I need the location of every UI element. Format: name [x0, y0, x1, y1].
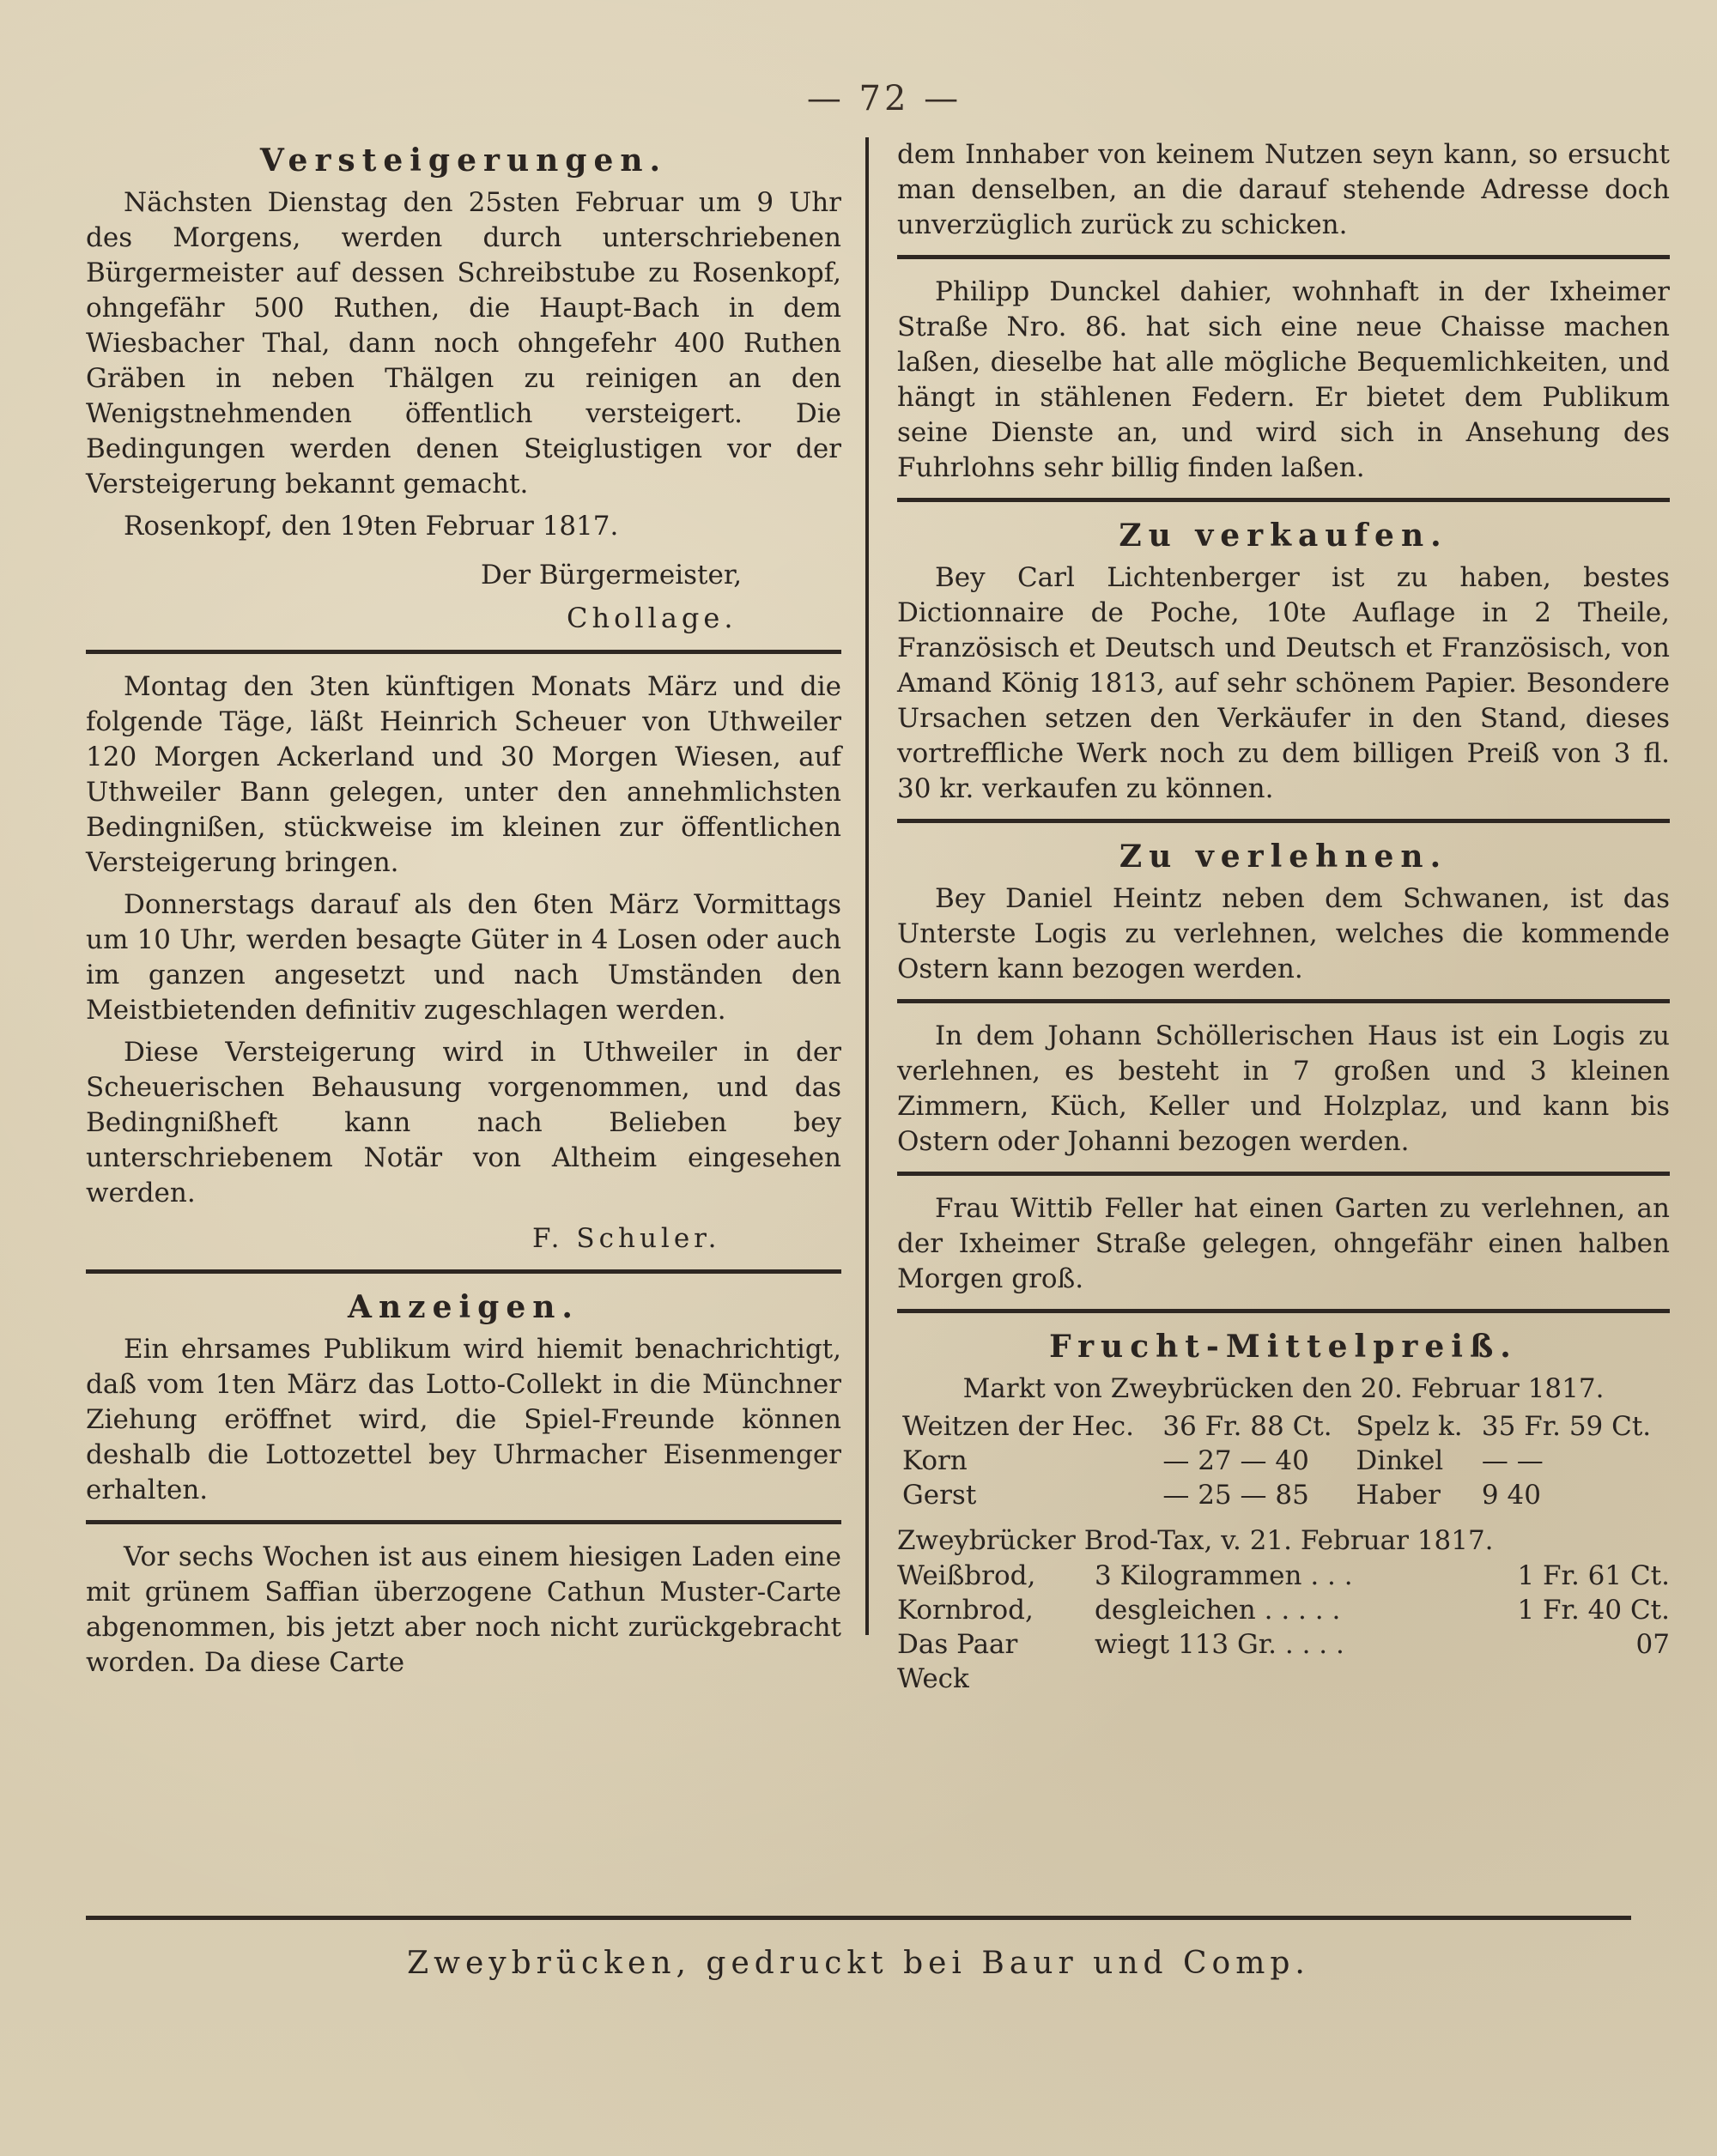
divider-rule [86, 1520, 841, 1524]
schoeller-notice-text: In dem Johann Schöllerischen Haus ist ein Logis zu verlehnen, es besteht in 7 großen und 3 kleinen Zimmern, Küch, Keller und Holzplaz, und kann bis Ostern oder Johanni bezogen werden. [897, 1020, 1670, 1157]
bread-price: 1 Fr. 61 Ct. [1517, 1560, 1670, 1591]
footer-rule [86, 1916, 1631, 1920]
bread-row [897, 1627, 1670, 1696]
heintz-notice-text: Bey Daniel Heintz neben dem Schwanen, ist das Unterste Logis zu verlehnen, welches die kommende Ostern kann bezogen werden. [897, 883, 1670, 984]
footer [86, 1916, 1631, 1981]
grain-price: — 25 — 85 [1162, 1480, 1309, 1511]
market-date: Markt von Zweybrücken den 20. Februar 1817. [962, 1373, 1605, 1404]
grain-name: Korn [902, 1445, 968, 1476]
bread-desc: wiegt 113 Gr. . . . . [1095, 1629, 1344, 1660]
grain-name: Dinkel [1356, 1445, 1444, 1476]
grain-name: Weitzen der Hec. [902, 1411, 1135, 1442]
scheuer-notice-p2: Donnerstags darauf als den 6ten März Vormittags um 10 Uhr, werden besagte Güter in 4 Losen oder auch im ganzen angesetzt und nach Umständen den Meistbietenden definitiv zugeschlagen werden. [86, 889, 841, 1026]
grain-price: — — [1481, 1445, 1544, 1476]
bread-price: 07 [1635, 1629, 1670, 1660]
grain-price: 35 Fr. 59 Ct. [1481, 1411, 1652, 1442]
bread-tax-heading: Zweybrücker Brod-Tax, v. 21. Februar 1817. [897, 1525, 1494, 1556]
grain-name: Spelz k. [1356, 1411, 1463, 1442]
divider-rule [897, 1309, 1670, 1313]
section-heading-versteigerungen: Versteigerungen. [259, 142, 668, 179]
muster-carte-notice-text: Vor sechs Wochen ist aus einem hiesigen Laden eine mit grünem Saffian überzogene Cathun Muster-Carte abgenommen, bis jetzt aber noch nicht zurückgebracht worden. Da diese Carte [86, 1541, 841, 1678]
right-column [897, 137, 1670, 1696]
grain-name: Gerst [902, 1480, 977, 1511]
bread-name: Kornbrod, [897, 1595, 1034, 1626]
bread-price: 1 Fr. 40 Ct. [1517, 1595, 1670, 1626]
bread-name: Das Paar Weck [897, 1629, 1018, 1694]
divider-rule [897, 498, 1670, 502]
bread-desc: desgleichen . . . . . [1095, 1595, 1341, 1626]
place-date: Rosenkopf, den 19ten Februar 1817. [124, 511, 619, 542]
auction-notice-text: Nächsten Dienstag den 25sten Februar um 9 Uhr des Morgens, werden durch unterschriebenen Bürgermeister auf dessen Schreibstube zu Rosenkopf, ohngefähr 500 Ruthen, die Haupt-Bach in dem Wiesbacher Thal, dann noch ohngefehr 400 Ruthen Gräben in neben Thälgen zu reinigen an den Wenigstnehmenden öffentlich versteigert. Die Bedingungen werden denen Steiglustigen vor der Versteigerung bekannt gemacht. [86, 187, 841, 500]
section-heading-anzeigen: Anzeigen. [348, 1289, 579, 1325]
page-number: — 72 — [806, 79, 962, 118]
bread-name: Weißbrod, [897, 1560, 1036, 1591]
muster-carte-continuation: dem Innhaber von keinem Nutzen seyn kann, so ersucht man denselben, an die darauf stehende Adresse doch unverzüglich zurück zu schicken. [897, 139, 1670, 240]
grain-price: 9 40 [1481, 1480, 1541, 1511]
table-row [897, 1444, 1670, 1478]
dunckel-notice-text: Philipp Dunckel dahier, wohnhaft in der Ixheimer Straße Nro. 86. hat sich eine neue Chaisse machen laßen, dieselbe hat alle mögliche Bequemlichkeiten, und hängt in stählenen Federn. Er bietet dem Publikum seine Dienste an, und wird sich in Ansehung des Fuhrlohns sehr billig finden laßen. [897, 276, 1670, 483]
left-column [86, 137, 841, 1681]
scheuer-notice-p1: Montag den 3ten künftigen Monats März und die folgende Täge, läßt Heinrich Scheuer von Uthweiler 120 Morgen Ackerland und 30 Morgen Wiesen, auf Uthweiler Bann gelegen, unter den annehmlichsten Bedingnißen, stückweise im kleinen zur öffentlichen Versteigerung bringen. [86, 671, 841, 878]
grain-price: 36 Fr. 88 Ct. [1162, 1411, 1332, 1442]
dictionnaire-notice-text: Bey Carl Lichtenberger ist zu haben, bestes Dictionnaire de Poche, 10te Auflage in 2 Theile, Französisch et Deutsch und Deutsch et Französisch, von Amand König 1813, auf sehr schönem Papier. Besondere Ursachen setzen den Verkäufer in den Stand, dieses vortreffliche Werk noch zu dem billigen Preiß von 3 fl. 30 kr. verkaufen zu können. [897, 562, 1670, 804]
grain-name: Haber [1356, 1480, 1441, 1511]
grain-price: — 27 — 40 [1162, 1445, 1309, 1476]
signature-title: Der Bürgermeister, [481, 560, 743, 590]
table-row [897, 1409, 1670, 1444]
divider-rule [897, 819, 1670, 823]
divider-rule [897, 255, 1670, 259]
lotto-notice-text: Ein ehrsames Publikum wird hiemit benachrichtigt, daß vom 1ten März das Lotto-Collekt in die Münchner Ziehung eröffnet wird, die Spiel-Freunde können deshalb die Lottozettel bey Uhrmacher Eisenmenger erhalten. [86, 1334, 841, 1505]
section-heading-zu-verlehnen: Zu verlehnen. [1119, 839, 1448, 875]
bread-desc: 3 Kilogrammen . . . [1095, 1560, 1353, 1591]
table-row [897, 1478, 1670, 1512]
signature-name: Chollage. [567, 602, 737, 634]
divider-rule [897, 999, 1670, 1003]
signature-schuler: F. Schuler. [532, 1223, 721, 1254]
divider-rule [86, 650, 841, 654]
grain-price-table [897, 1409, 1670, 1512]
section-heading-frucht-mittelpreis: Frucht-Mittelpreiß. [1049, 1329, 1518, 1365]
section-heading-zu-verkaufen: Zu verkaufen. [1119, 518, 1448, 554]
column-divider [865, 137, 869, 1635]
feller-notice-text: Frau Wittib Feller hat einen Garten zu verlehnen, an der Ixheimer Straße gelegen, ohngefähr einen halben Morgen groß. [897, 1193, 1670, 1294]
scheuer-notice-p3: Diese Versteigerung wird in Uthweiler in der Scheuerischen Behausung vorgenommen, und das Bedingnißheft kann nach Belieben bey unterschriebenem Notär von Altheim eingesehen werden. [86, 1037, 841, 1208]
divider-rule [897, 1172, 1670, 1176]
bread-row [897, 1559, 1670, 1593]
bread-row [897, 1593, 1670, 1627]
printer-imprint: Zweybrücken, gedruckt bei Baur und Comp. [407, 1946, 1310, 1981]
divider-rule [86, 1269, 841, 1274]
